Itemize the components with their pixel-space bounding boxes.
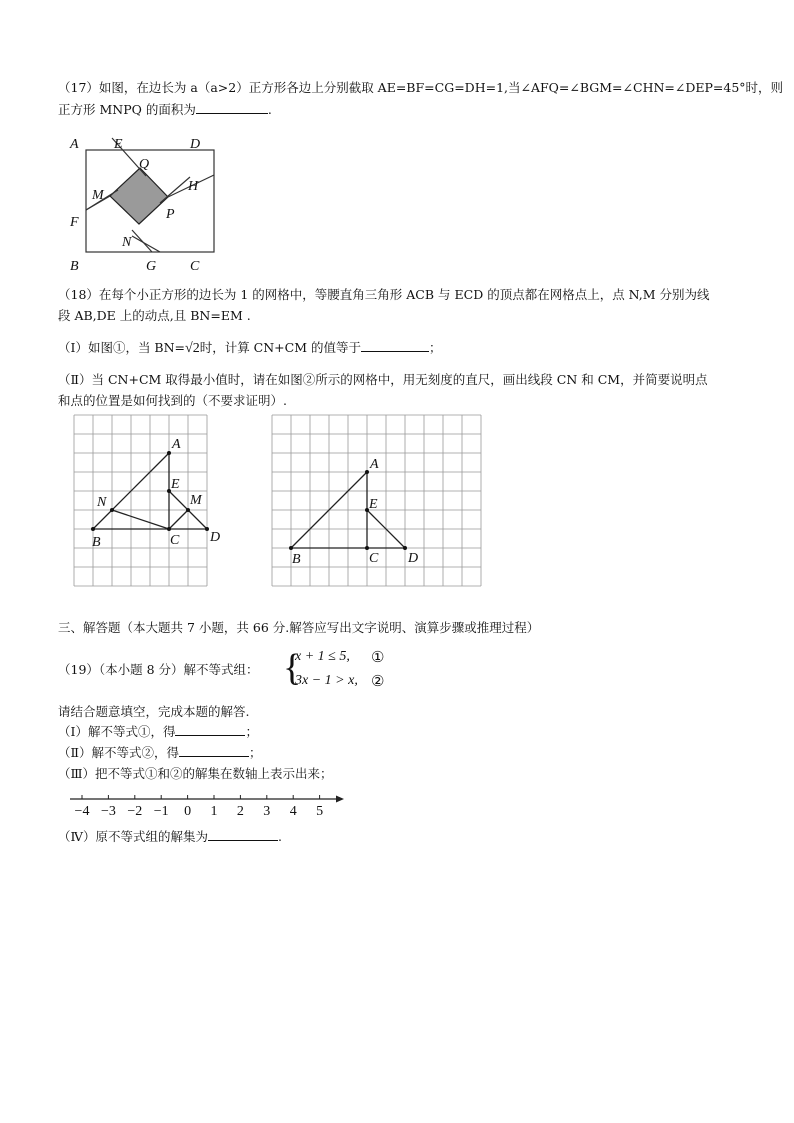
q19-instruction: 请结合题意填空，完成本题的解答. bbox=[58, 704, 250, 719]
q18-line1: （18）在每个小正方形的边长为 1 的网格中，等腰直角三角形 ACB 与 ECD 的顶点都在网格点上，点 N,M 分别为线 bbox=[58, 287, 710, 302]
q17-label-Q: Q bbox=[139, 157, 150, 172]
q18-part1-prefix: （Ⅰ）如图①，当 BN= bbox=[58, 340, 186, 355]
q19-step1 bbox=[58, 724, 258, 740]
q18-part2-line1: （Ⅱ）当 CN+CM 取得最小值时，请在如图②所示的网格中，用无刻度的直尺，画出线段 CN 和 CM，并简要说明点 bbox=[58, 372, 708, 387]
fig2-label-D: D bbox=[408, 551, 419, 566]
sqrt2-value: √2 bbox=[185, 341, 200, 356]
fig2-label-B: B bbox=[292, 552, 301, 567]
q18-line2: 段 AB,DE 上的动点,且 BN=EM . bbox=[58, 308, 251, 323]
q18-grid-figure-2 bbox=[270, 410, 485, 590]
q19-step1-answer-blank[interactable] bbox=[175, 724, 245, 736]
q17-label-F: F bbox=[70, 215, 79, 230]
fig1-label-E: E bbox=[171, 477, 180, 492]
q19-step2-prefix: （Ⅱ）解不等式②，得 bbox=[58, 745, 179, 760]
q18-part1-mid: 时，计算 CN+CM 的值等于 bbox=[199, 340, 361, 355]
q19-step2-answer-blank[interactable] bbox=[179, 745, 249, 757]
q18-grid-figure-1 bbox=[60, 410, 240, 590]
fig1-label-C: C bbox=[170, 533, 180, 548]
number-line-label: 5 bbox=[316, 804, 324, 819]
inequality-system bbox=[283, 646, 403, 694]
q19-step4-suffix: . bbox=[278, 829, 282, 844]
q17-label-H: H bbox=[188, 179, 199, 194]
q17-line1: （17）如图，在边长为 a（a>2）正方形各边上分别截取 AE=BF=CG=DH=1,当∠AFQ=∠BGM=∠CHN=∠DEP=45°时，则 bbox=[58, 80, 784, 95]
number-line-label: −3 bbox=[100, 804, 116, 819]
inequality-2-tag: ② bbox=[371, 672, 385, 690]
fig2-label-E: E bbox=[369, 497, 378, 512]
number-line-label: −2 bbox=[127, 804, 143, 819]
fig1-label-B: B bbox=[92, 535, 101, 550]
number-line-label: 4 bbox=[289, 804, 297, 819]
fig1-label-M: M bbox=[190, 493, 202, 508]
q17-label-D: D bbox=[190, 137, 201, 152]
q19-intro: （19）（本小题 8 分）解不等式组： bbox=[58, 662, 259, 677]
q17-label-A: A bbox=[70, 137, 79, 152]
inequality-2: 3x − 1 > x, bbox=[295, 673, 358, 688]
q17-label-P: P bbox=[166, 207, 175, 222]
q18-part2-line2: 和点的位置是如何找到的（不要求证明）. bbox=[58, 393, 287, 408]
fig1-label-A: A bbox=[172, 437, 181, 452]
section3-title: 三、解答题（本大题共 7 小题，共 66 分.解答应写出文字说明、演算步骤或推理过程） bbox=[58, 620, 540, 635]
q19-step1-prefix: （Ⅰ）解不等式①，得 bbox=[58, 724, 176, 739]
q19-step4 bbox=[58, 829, 282, 845]
inequality-1: x + 1 ≤ 5, bbox=[295, 649, 350, 664]
q17-square-figure bbox=[60, 130, 220, 275]
q17-label-E: E bbox=[114, 137, 123, 152]
q17-line2-prefix: 正方形 MNPQ 的面积为 bbox=[58, 102, 196, 117]
fig2-label-A: A bbox=[370, 457, 379, 472]
q17-label-C: C bbox=[190, 259, 200, 274]
q19-step3: （Ⅲ）把不等式①和②的解集在数轴上表示出来； bbox=[58, 766, 333, 781]
q18-part1-answer-blank[interactable] bbox=[361, 340, 429, 352]
number-line-label: −4 bbox=[74, 804, 90, 819]
q17-label-M: M bbox=[92, 188, 104, 203]
fig1-label-D: D bbox=[210, 530, 221, 545]
number-line-label: 1 bbox=[210, 804, 218, 819]
q17-answer-blank[interactable] bbox=[196, 102, 268, 114]
q19-step1-suffix: ； bbox=[245, 724, 258, 739]
q19-step2-suffix: ； bbox=[249, 745, 262, 760]
q19-step4-prefix: （Ⅳ）原不等式组的解集为 bbox=[58, 829, 208, 844]
q17-label-B: B bbox=[70, 259, 79, 274]
q18-part1-suffix: ； bbox=[429, 340, 442, 355]
number-line bbox=[62, 788, 352, 820]
number-line-label: −1 bbox=[153, 804, 169, 819]
fig2-label-C: C bbox=[369, 551, 379, 566]
fig1-label-N: N bbox=[97, 495, 107, 510]
left-brace: { bbox=[283, 647, 302, 689]
q17-label-N: N bbox=[122, 235, 132, 250]
q17-line2 bbox=[58, 102, 272, 118]
q17-line2-suffix: . bbox=[267, 102, 272, 117]
q19-step2 bbox=[58, 745, 262, 761]
number-line-label: 2 bbox=[236, 804, 244, 819]
inequality-1-tag: ① bbox=[371, 648, 385, 666]
number-line-label: 3 bbox=[263, 804, 271, 819]
q17-label-G: G bbox=[146, 259, 157, 274]
number-line-label: 0 bbox=[184, 804, 192, 819]
q18-part1 bbox=[58, 340, 442, 357]
q19-step4-answer-blank[interactable] bbox=[208, 829, 278, 841]
